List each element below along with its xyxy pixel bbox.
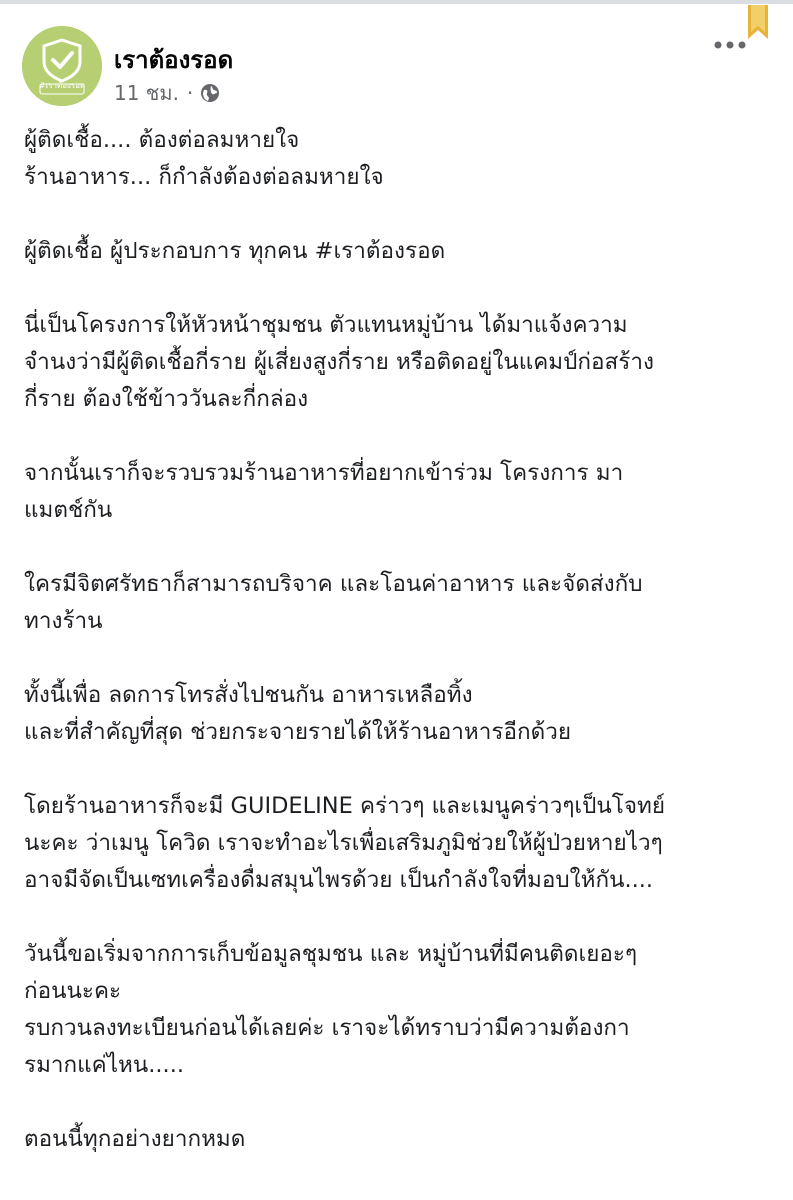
post-text-line: และที่สำคัญที่สุด ช่วยกระจายรายได้ให้ร้านอาหารอีกด้วย [24, 719, 572, 745]
post-text-line: นี่เป็นโครงการให้หัวหน้าชุมชน ตัวแทนหมู่บ้าน ได้มาแจ้งความ [24, 312, 628, 338]
top-divider [0, 0, 793, 4]
paragraph-gap [24, 899, 784, 936]
post-text-line: อาจมีจัดเป็นเซทเครื่องดื่มสมุนไพรด้วย เป็นกำลังใจที่มอบให้กัน.... [24, 867, 654, 893]
paragraph-gap [24, 196, 784, 233]
post-text-line: วันนี้ขอเริ่มจากการเก็บข้อมูลชุมชน และ หมู่บ้านที่มีคนติดเยอะๆ [24, 941, 638, 967]
post-text-line: ตอนนี้ทุกอย่างยากหมด [24, 1126, 246, 1152]
post-text-line: รบกวนลงทะเบียนก่อนได้เลยค่ะ เราจะได้ทราบว่ามีความต้องกา [24, 1015, 630, 1041]
paragraph-gap [24, 1084, 784, 1121]
post-text-line: ทั้งนี้เพื่อ ลดการโทรสั่งไปชนกัน อาหารเหลือทิ้ง [24, 682, 473, 708]
post-meta [114, 77, 221, 109]
paragraph-gap [24, 529, 784, 566]
page-name-link[interactable]: เราต้องรอด [114, 46, 234, 74]
post-text-line: รมากแค่ไหน..... [24, 1052, 185, 1078]
avatar-caption: #เราต้องรอด [38, 81, 86, 90]
post-text-line: จากนั้นเราก็จะรวบรวมร้านอาหารที่อยากเข้าร่วม โครงการ มา [24, 460, 624, 486]
post-text-line: ทางร้าน [24, 608, 103, 634]
meta-separator: · [186, 81, 194, 105]
post-text-line: นะคะ ว่าเมนู โควิด เราจะทำอะไรเพื่อเสริมภูมิช่วยให้ผู้ป่วยหายไวๆ [24, 830, 663, 856]
paragraph-gap [24, 640, 784, 677]
paragraph-gap [24, 418, 784, 455]
more-horizontal-icon[interactable] [712, 36, 748, 54]
post-text-line: โดยร้านอาหารก็จะมี GUIDELINE คร่าวๆ และเมนูคร่าวๆเป็นโจทย์ [24, 793, 666, 819]
post-text-line: แมตช์กัน [24, 497, 113, 523]
shield-check-icon [22, 26, 102, 106]
post-text-line: ร้านอาหาร... ก็กำลังต้องต่อลมหายใจ [24, 164, 384, 190]
post-text-line: จำนงว่ามีผู้ติดเชื้อกี่ราย ผู้เสี่ยงสูงกี่ราย หรือติดอยู่ในแคมป์ก่อสร้าง [24, 349, 654, 375]
post-timestamp[interactable]: 11 ชม. [114, 81, 179, 105]
paragraph-gap [24, 751, 784, 788]
post-body [24, 122, 784, 1158]
post-text-line: ผู้ติดเชื้อ ผู้ประกอบการ ทุกคน #เราต้องรอด [24, 238, 446, 264]
post-text-line: กี่ราย ต้องใช้ข้าววันละกี่กล่อง [24, 386, 309, 412]
globe-icon [199, 82, 221, 104]
bookmark-icon[interactable] [746, 5, 770, 41]
post-text-line: ใครมีจิตศรัทธาก็สามารถบริจาค และโอนค่าอาหาร และจัดส่งกับ [24, 571, 643, 597]
post-text-line: ผู้ติดเชื้อ.... ต้องต่อลมหายใจ [24, 127, 300, 153]
paragraph-gap [24, 270, 784, 307]
page-avatar[interactable] [22, 26, 102, 106]
post-text-line: ก่อนนะคะ [24, 978, 122, 1004]
